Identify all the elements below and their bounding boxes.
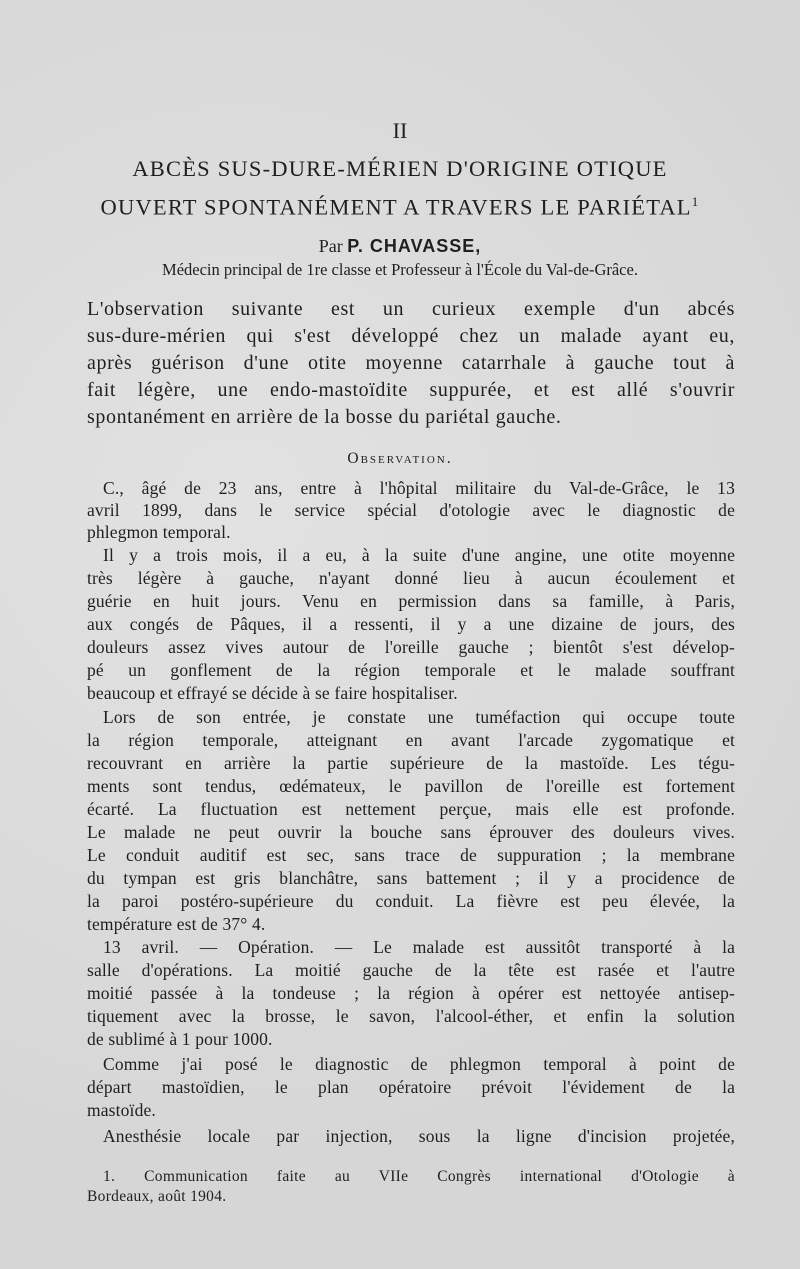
abstract-line: sus-dure-mérien qui s'est développé chez un malade ayant eu, bbox=[87, 325, 735, 347]
author-affiliation: Médecin principal de 1re classe et Professeur à l'École du Val-de-Grâce. bbox=[162, 260, 638, 279]
body-line: mastoïde. bbox=[87, 1100, 156, 1120]
body-line: pé un gonflement de la région temporale et le malade souffrant bbox=[87, 660, 735, 680]
body-line: douleurs assez vives autour de l'oreille gauche ; bientôt s'est dévelop- bbox=[87, 637, 735, 657]
body-line: recouvrant en arrière la partie supérieure de la mastoïde. Les tégu- bbox=[87, 753, 735, 773]
footnote-ref: 1 bbox=[691, 194, 700, 209]
body-line: très légère à gauche, n'ayant donné lieu à aucun écoulement et bbox=[87, 568, 735, 588]
title-line-1: ABCÈS SUS-DURE-MÉRIEN D'ORIGINE OTIQUE bbox=[132, 156, 668, 181]
body-line: Le conduit auditif est sec, sans trace de suppuration ; la membrane bbox=[87, 845, 735, 865]
body-line: guérie en huit jours. Venu en permission dans sa famille, à Paris, bbox=[87, 591, 735, 611]
body-line: Il y a trois mois, il a eu, à la suite d'une angine, une otite moyenne bbox=[103, 545, 735, 565]
body-line: C., âgé de 23 ans, entre à l'hôpital militaire du Val-de-Grâce, le 13 bbox=[103, 478, 735, 498]
section-heading: Observation. bbox=[347, 450, 453, 467]
body-line: Le malade ne peut ouvrir la bouche sans éprouver des douleurs vives. bbox=[87, 822, 735, 842]
body-line: du tympan est gris blanchâtre, sans battement ; il y a procidence de bbox=[87, 868, 735, 888]
footnote-line: 1. Communication faite au VIIe Congrès international d'Otologie à bbox=[103, 1168, 735, 1185]
abstract-line: fait légère, une endo-mastoïdite suppurée, et est allé s'ouvrir bbox=[87, 379, 735, 401]
body-line: 13 avril. — Opération. — Le malade est aussitôt transporté à la bbox=[103, 937, 735, 957]
body-line: départ mastoïdien, le plan opératoire prévoit l'évidement de la bbox=[87, 1077, 735, 1097]
body-line: de sublimé à 1 pour 1000. bbox=[87, 1029, 273, 1049]
body-line: salle d'opérations. La moitié gauche de la tête est rasée et l'autre bbox=[87, 960, 735, 980]
abstract-line: après guérison d'une otite moyenne catarrhale à gauche tout à bbox=[87, 352, 735, 374]
chapter-numeral: II bbox=[392, 118, 408, 143]
title-line-2 bbox=[0, 194, 800, 221]
body-line: Comme j'ai posé le diagnostic de phlegmon temporal à point de bbox=[103, 1054, 735, 1074]
body-line: la région temporale, atteignant en avant l'arcade zygomatique et bbox=[87, 730, 735, 750]
byline-prefix: Par bbox=[318, 236, 343, 256]
body-line: écarté. La fluctuation est nettement perçue, mais elle est profonde. bbox=[87, 799, 735, 819]
footnote-line: Bordeaux, août 1904. bbox=[87, 1188, 227, 1205]
abstract-line: spontanément en arrière de la bosse du pariétal gauche. bbox=[87, 406, 562, 428]
abstract-line: L'observation suivante est un curieux exemple d'un abcés bbox=[87, 298, 735, 320]
body-line: la paroi postéro-supérieure du conduit. La fièvre est peu élevée, la bbox=[87, 891, 735, 911]
body-line: tiquement avec la brosse, le savon, l'alcool-éther, et enfin la solution bbox=[87, 1006, 735, 1026]
body-line: phlegmon temporal. bbox=[87, 522, 231, 542]
author-name: P. CHAVASSE, bbox=[347, 236, 482, 256]
byline bbox=[0, 236, 800, 257]
body-line: avril 1899, dans le service spécial d'otologie avec le diagnostic de bbox=[87, 500, 735, 520]
body-line: aux congés de Pâques, il a ressenti, il y a une dizaine de jours, des bbox=[87, 614, 735, 634]
body-line: beaucoup et effrayé se décide à se faire hospitaliser. bbox=[87, 683, 458, 703]
body-line: ments sont tendus, œdémateux, le pavillon de l'oreille est fortement bbox=[87, 776, 735, 796]
body-line: moitié passée à la tondeuse ; la région à opérer est nettoyée antisep- bbox=[87, 983, 735, 1003]
body-line: Lors de son entrée, je constate une tuméfaction qui occupe toute bbox=[103, 707, 735, 727]
body-line: Anesthésie locale par injection, sous la ligne d'incision projetée, bbox=[103, 1126, 735, 1146]
title-line-2-text: OUVERT SPONTANÉMENT A TRAVERS LE PARIÉTAL bbox=[100, 194, 692, 220]
body-line: température est de 37° 4. bbox=[87, 914, 266, 934]
